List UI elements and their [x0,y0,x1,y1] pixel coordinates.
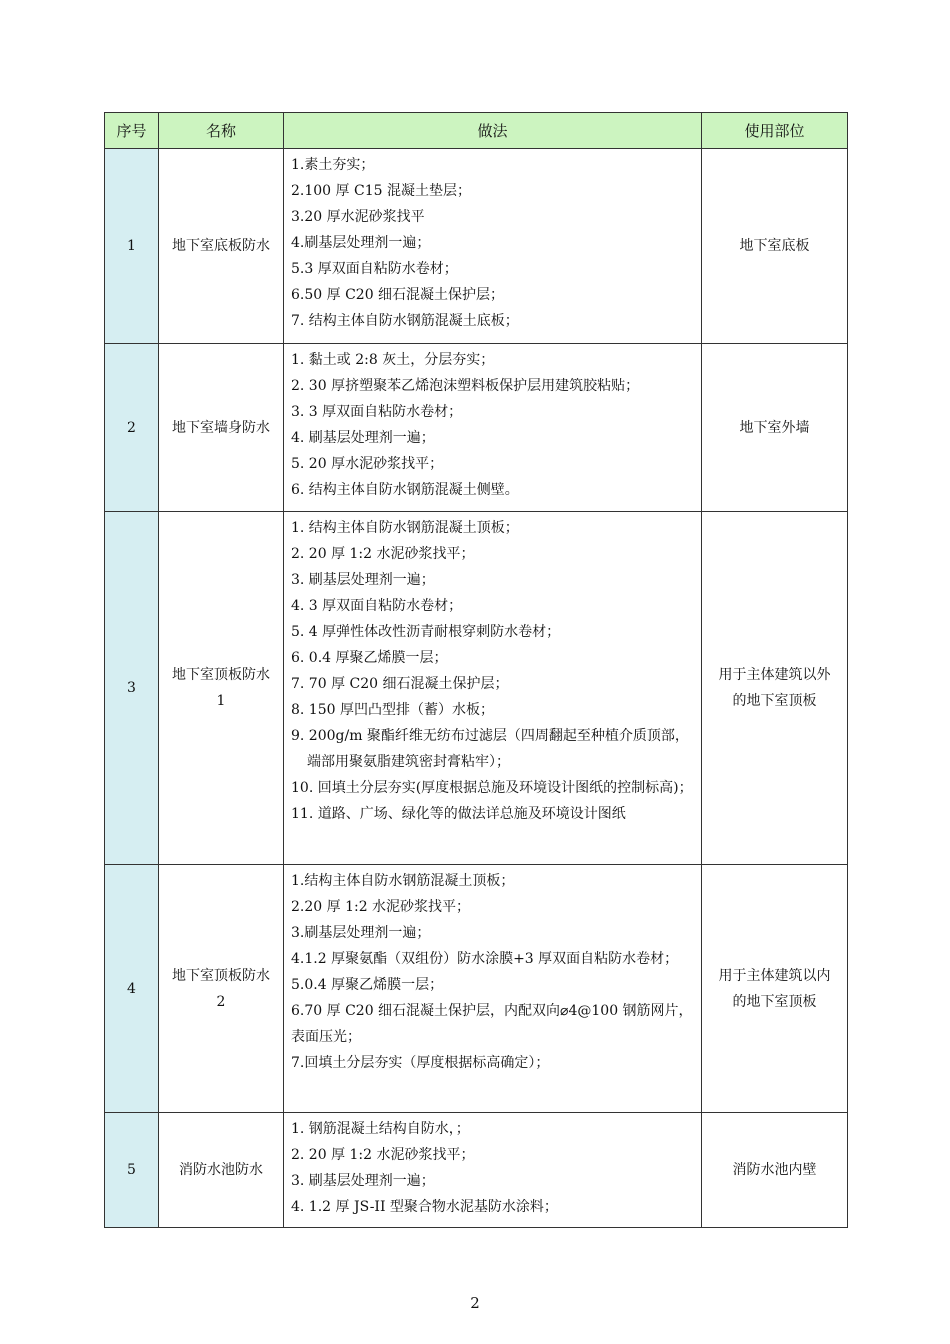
method-step: 9. 200g/m 聚酯纤维无纺布过滤层（四周翻起至种植介质顶部，端部用聚氨脂建筑密封膏粘牢）； [291,728,689,770]
method-step: 7. 70 厚 C20 细石混凝土保护层； [291,676,509,692]
method-step: 2. 20 厚 1:2 水泥砂浆找平； [291,546,475,562]
table-row [105,344,848,512]
row-location: 用于主体建筑以内的地下室顶板 [702,865,848,1113]
method-step: 2.100 厚 C15 混凝土垫层； [291,183,471,199]
method-step: 5. 20 厚水泥砂浆找平； [291,456,444,472]
row-method [284,512,702,865]
method-step: 7. 结构主体自防水钢筋混凝土底板； [291,313,519,329]
table-row [105,1113,848,1228]
method-step: 3. 刷基层处理剂一遍； [291,1173,435,1189]
waterproofing-spec-sheet [104,112,847,1228]
row-method [284,1113,702,1228]
method-step: 1. 结构主体自防水钢筋混凝土顶板； [291,520,519,536]
method-step: 3.20 厚水泥砂浆找平 [291,209,425,225]
header-name: 名称 [159,113,284,149]
header-seq: 序号 [105,113,159,149]
method-step: 2. 30 厚挤塑聚苯乙烯泡沫塑料板保护层用建筑胶粘贴； [291,378,640,394]
row-location: 地下室外墙 [702,344,848,512]
row-method [284,149,702,344]
row-method [284,865,702,1113]
row-seq: 3 [105,512,159,865]
method-step: 6.70 厚 C20 细石混凝土保护层，内配双向⌀4@100 钢筋网片，表面压光； [291,1003,693,1045]
page-number: 2 [470,1294,480,1312]
method-step: 1.素土夯实； [291,157,375,173]
method-step: 1.结构主体自防水钢筋混凝土顶板； [291,873,515,889]
method-step: 10. 回填土分层夯实(厚度根据总施及环境设计图纸的控制标高)； [291,780,693,796]
table-header-row [105,113,848,149]
row-name: 地下室底板防水 [159,149,284,344]
method-step: 8. 150 厚凹凸型排（蓄）水板； [291,702,494,718]
waterproofing-spec-table [104,112,848,1228]
method-step: 3. 3 厚双面自粘防水卷材； [291,404,463,420]
method-step: 2. 20 厚 1:2 水泥砂浆找平； [291,1147,475,1163]
method-step: 6. 结构主体自防水钢筋混凝土侧壁。 [291,482,519,498]
method-step: 5.0.4 厚聚乙烯膜一层； [291,977,444,993]
table-row [105,149,848,344]
row-seq: 5 [105,1113,159,1228]
method-step: 4. 1.2 厚 JS-II 型聚合物水泥基防水涂料； [291,1199,558,1215]
method-step: 1. 钢筋混凝土结构自防水，； [291,1121,470,1137]
header-method: 做法 [284,113,702,149]
table-row [105,512,848,865]
row-name: 地下室顶板防水 2 [159,865,284,1113]
row-seq: 4 [105,865,159,1113]
row-location: 地下室底板 [702,149,848,344]
method-step: 6. 0.4 厚聚乙烯膜一层； [291,650,448,666]
row-name: 地下室墙身防水 [159,344,284,512]
method-step: 6.50 厚 C20 细石混凝土保护层； [291,287,505,303]
method-step: 11. 道路、广场、绿化等的做法详总施及环境设计图纸 [291,806,626,822]
header-location: 使用部位 [702,113,848,149]
row-location: 用于主体建筑以外的地下室顶板 [702,512,848,865]
method-step: 5.3 厚双面自粘防水卷材； [291,261,458,277]
row-seq: 2 [105,344,159,512]
method-step: 3. 刷基层处理剂一遍； [291,572,435,588]
row-location: 消防水池内壁 [702,1113,848,1228]
row-name: 地下室顶板防水 1 [159,512,284,865]
method-step: 5. 4 厚弹性体改性沥青耐根穿刺防水卷材； [291,624,561,640]
method-step: 4.刷基层处理剂一遍； [291,235,431,251]
row-method [284,344,702,512]
table-row [105,865,848,1113]
method-step: 2.20 厚 1:2 水泥砂浆找平； [291,899,471,915]
method-step: 4. 3 厚双面自粘防水卷材； [291,598,463,614]
method-step: 1. 黏土或 2:8 灰土，分层夯实； [291,352,495,368]
row-name: 消防水池防水 [159,1113,284,1228]
method-step: 7.回填土分层夯实（厚度根据标高确定）； [291,1055,550,1071]
method-step: 4.1.2 厚聚氨酯（双组份）防水涂膜+3 厚双面自粘防水卷材； [291,951,679,967]
method-step: 3.刷基层处理剂一遍； [291,925,431,941]
method-step: 4. 刷基层处理剂一遍； [291,430,435,446]
row-seq: 1 [105,149,159,344]
